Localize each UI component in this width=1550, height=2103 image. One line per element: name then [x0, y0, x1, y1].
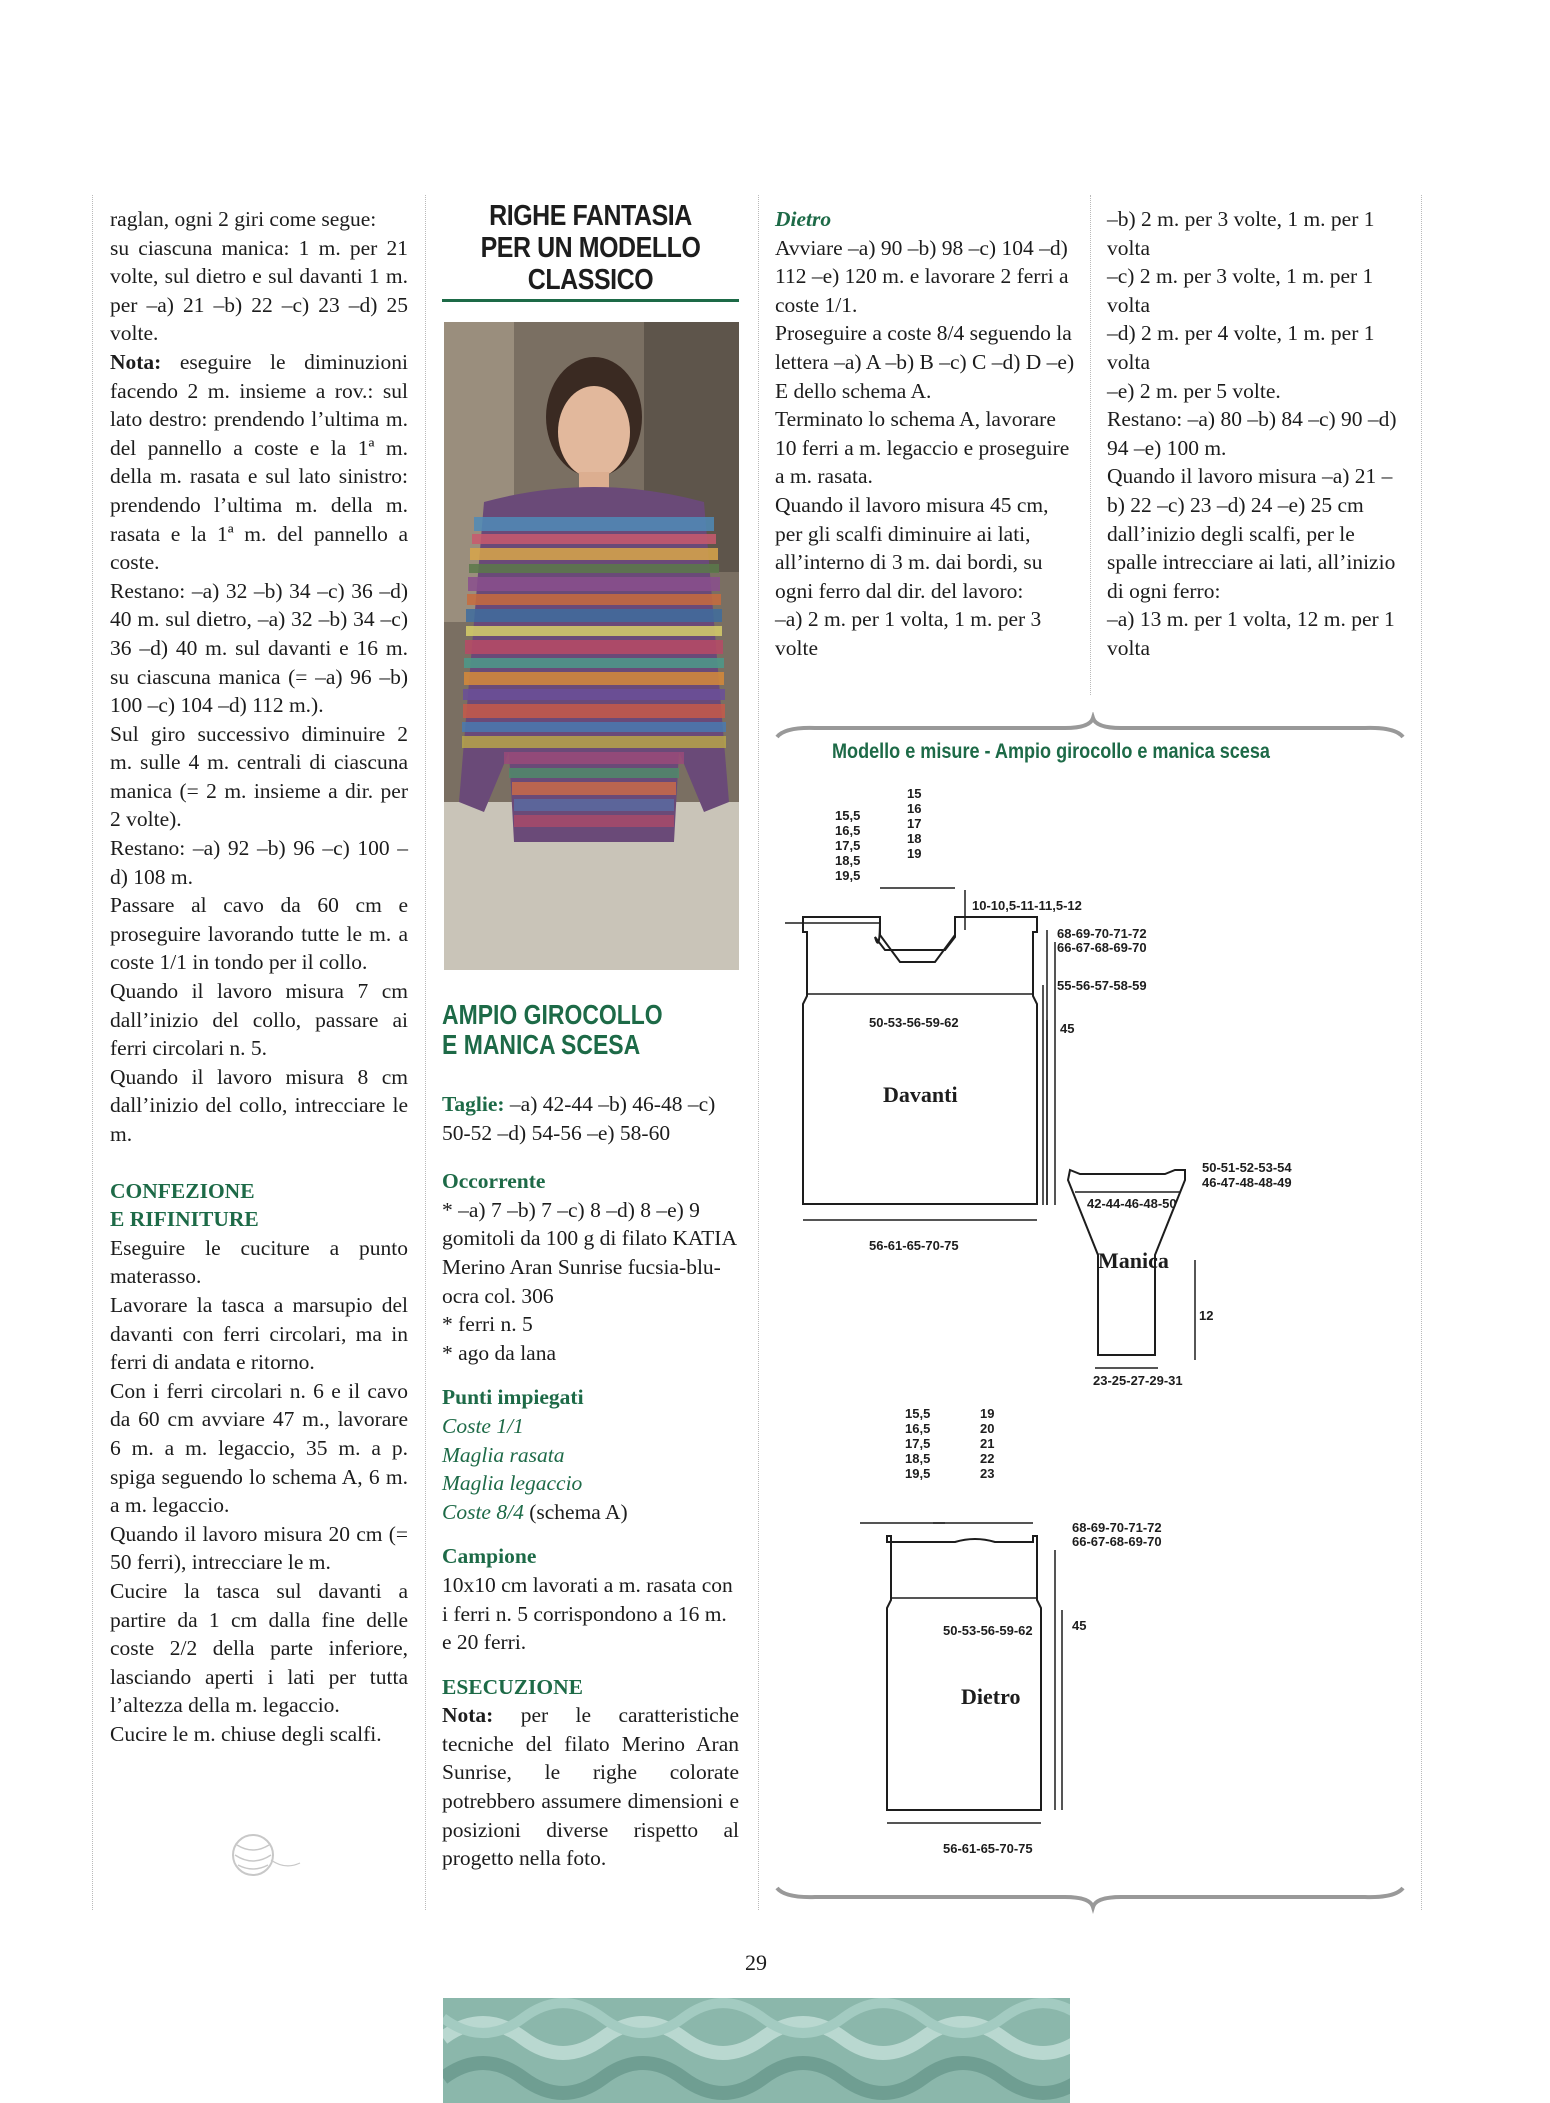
paragraph: Restano: –a) 80 –b) 84 –c) 90 –d) 94 –e) 100 m. [1107, 407, 1397, 460]
front-shoulder-label: 18,5 [835, 853, 861, 868]
model-photo [444, 322, 739, 970]
sleeve-top-label: 50-51-52-53-54 [1202, 1160, 1292, 1175]
paragraph: Con i ferri circolari n. 6 e il cavo da 60 cm avviare 47 m., lavorare 6 m. a m. legaccio, 35 m. a p. spiga seguendo lo schema A, 6 m. a m. legaccio. [110, 1378, 408, 1518]
subtitle-line: AMPIO GIROCOLLO [442, 999, 663, 1030]
front-shoulder-label: 19,5 [835, 868, 861, 883]
column-1 [110, 205, 408, 1748]
paragraph: –b) 2 m. per 3 volte, 1 m. per 1 volta [1107, 207, 1375, 260]
back-shoulder-label: 16,5 [905, 1421, 931, 1436]
paragraph: Proseguire a coste 8/4 seguendo la lettera –a) A –b) B –c) C –d) D –e) E dello schema A. [775, 321, 1075, 403]
section-heading: Punti impiegati [442, 1385, 584, 1410]
list-item: * ferri n. 5 [442, 1312, 533, 1337]
paragraph: raglan, ogni 2 giri come segue: [110, 207, 377, 231]
paragraph: Quando il lavoro misura 8 cm dall’inizio del collo, intrecciare le m. [110, 1064, 408, 1146]
paragraph: Passare al cavo da 60 cm e proseguire lavorando tutte le m. a coste 1/1 in tondo per il collo. [110, 893, 408, 975]
nota-text: eseguire le diminuzioni facendo 2 m. insieme a rov.: sul lato destro: prendendo l’ultima m. del pannello a coste e la 1ª m. della m. rasata e sul lato sinistro: prendendo l’ultima m. della m. rasata e la 1ª m. del pannello a coste. [110, 349, 408, 575]
paragraph: Cucire le m. chiuse degli scalfi. [110, 1721, 382, 1746]
knit-texture-image [443, 1998, 1070, 2103]
paragraph: Terminato lo schema A, lavorare 10 ferri a m. legaccio e proseguire a m. rasata. [775, 407, 1070, 489]
title-line: CLASSICO [527, 264, 654, 296]
front-neck-depth: 10-10,5-11-11,5-12 [972, 898, 1082, 913]
title-line: PER UN MODELLO [480, 232, 701, 264]
front-shoulder-label: 16,5 [835, 823, 861, 838]
paragraph: –d) 2 m. per 4 volte, 1 m. per 1 volta [1107, 321, 1375, 374]
sleeve-cuff-height: 12 [1199, 1308, 1214, 1323]
column-2-text [442, 1000, 739, 1873]
sleeve-piece [1068, 1160, 1292, 1388]
back-label: Dietro [961, 1684, 1021, 1709]
paragraph: –c) 2 m. per 3 volte, 1 m. per 1 volta [1107, 264, 1374, 317]
spacer [442, 1147, 739, 1167]
front-neck-label: 16 [907, 801, 922, 816]
column-rule [92, 195, 93, 1910]
front-bust-label: 50-53-56-59-62 [869, 1015, 959, 1030]
section-heading: Dietro [775, 207, 832, 231]
paragraph: –a) 2 m. per 1 volta, 1 m. per 3 volte [775, 607, 1042, 660]
pattern-title [442, 1000, 686, 1060]
front-piece [785, 786, 1147, 1253]
back-shoulder-label: 17,5 [905, 1436, 931, 1451]
paragraph: Quando il lavoro misura –a) 21 –b) 22 –c) 23 –d) 24 –e) 25 cm dall’inizio degli scalfi, per le spalle intrecciare ai lati, all’inizio di ogni ferro: [1107, 464, 1396, 603]
back-neck-label: 20 [980, 1421, 995, 1436]
back-shoulder-label: 18,5 [905, 1451, 931, 1466]
paragraph: –a) 13 m. per 1 volta, 12 m. per 1 volta [1107, 607, 1395, 660]
schematic-diagram [775, 780, 1415, 1880]
paragraph: su ciascuna manica: 1 m. per 21 volte, sul dietro e sul davanti 1 m. per –a) 21 –b) 22 –c) 23 –d) 25 volte. [110, 235, 408, 346]
paragraph: Eseguire le cuciture a punto materasso. [110, 1235, 408, 1289]
stitch-item: Maglia legaccio [442, 1471, 583, 1496]
back-neck-label: 19 [980, 1406, 995, 1421]
section-heading: CONFEZIONE [110, 1178, 255, 1203]
nota-text: per le caratteristiche tecniche del filato Merino Aran Sunrise, le righe colorate potrebbero assumere dimensioni e posizioni diverse rispetto al progetto nella foto. [442, 1703, 740, 1871]
back-neck-label: 21 [980, 1436, 995, 1451]
front-shoulder-label: 17,5 [835, 838, 861, 853]
column-rule [758, 195, 759, 1910]
back-shoulder-label: 19,5 [905, 1466, 931, 1481]
diagram-title: Modello e misure - Ampio girocollo e manica scesa [832, 740, 1270, 763]
spacer [110, 1149, 408, 1177]
paragraph: Cucire la tasca sul davanti a partire da 1 cm dalla fine delle coste 2/2 della parte inferiore, lasciando aperti i lati per tutta l’altezza della m. legaccio. [110, 1578, 408, 1718]
paragraph: 10x10 cm lavorati a m. rasata con i ferri n. 5 corrispondono a 16 m. e 20 ferri. [442, 1572, 733, 1655]
section-heading: Occorrente [442, 1169, 546, 1194]
nota-label: Nota: [110, 349, 162, 374]
back-height-label: 68-69-70-71-72 [1072, 1520, 1162, 1535]
front-length-label: 45 [1060, 1021, 1075, 1036]
paragraph: Restano: –a) 92 –b) 96 –c) 100 –d) 108 m. [110, 836, 408, 889]
back-neck-label: 22 [980, 1451, 995, 1466]
taglie-text: –a) 42-44 –b) 46-48 –c) 50-52 –d) 54-56 –e) 58-60 [442, 1092, 716, 1145]
sleeve-cuff-label: 23-25-27-29-31 [1093, 1373, 1183, 1388]
spacer [442, 1367, 739, 1383]
stitch-name: Coste 8/4 [442, 1499, 524, 1524]
front-armhole-label: 55-56-57-58-59 [1057, 978, 1147, 993]
front-height-label: 66-67-68-69-70 [1057, 940, 1147, 955]
title-line: RIGHE FANTASIA [489, 200, 692, 232]
paragraph: Sul giro successivo diminuire 2 m. sulle 4 m. centrali di ciascuna manica (= 2 m. insieme a dir. per 2 volte). [110, 721, 408, 832]
section-heading: ESECUZIONE [442, 1674, 583, 1699]
spacer [442, 1526, 739, 1542]
paragraph: Quando il lavoro misura 7 cm dall’inizio del collo, passare ai ferri circolari n. 5. [110, 979, 408, 1061]
column-3 [775, 205, 1075, 663]
column-2 [442, 200, 739, 302]
back-bust-label: 50-53-56-59-62 [943, 1623, 1033, 1638]
column-rule [1090, 195, 1091, 695]
list-item: * –a) 7 –b) 7 –c) 8 –d) 8 –e) 9 gomitoli da 100 g di filato KATIA Merino Aran Sunrise fucsia-blu-ocra col. 306 [442, 1197, 736, 1308]
stitch-item: Coste 1/1 [442, 1413, 524, 1438]
back-shoulder-label: 15,5 [905, 1406, 931, 1421]
column-4 [1107, 205, 1409, 663]
diagram-frame-bottom [775, 1880, 1405, 1920]
column-rule [1421, 195, 1422, 1910]
paragraph [442, 1701, 739, 1873]
sleeve-width-label: 42-44-46-48-50 [1087, 1196, 1177, 1211]
paragraph: –e) 2 m. per 5 volte. [1107, 378, 1281, 403]
back-hem-label: 56-61-65-70-75 [943, 1841, 1033, 1856]
back-piece [860, 1406, 1162, 1856]
front-height-label: 68-69-70-71-72 [1057, 926, 1147, 941]
front-neck-label: 19 [907, 846, 922, 861]
back-height-label: 66-67-68-69-70 [1072, 1534, 1162, 1549]
spacer [442, 1060, 739, 1090]
front-shoulder-label: 15,5 [835, 808, 861, 823]
title-underline [442, 299, 739, 302]
back-length-label: 45 [1072, 1618, 1087, 1633]
front-label: Davanti [883, 1082, 958, 1107]
paragraph: Avviare –a) 90 –b) 98 –c) 104 –d) 112 –e) 120 m. e lavorare 2 ferri a coste 1/1. [775, 235, 1069, 317]
article-title [463, 200, 718, 296]
sleeve-top-label: 46-47-48-48-49 [1202, 1175, 1292, 1190]
back-neck-label: 23 [980, 1466, 995, 1481]
yarn-ball-logo [205, 1825, 305, 1885]
spacer [442, 1657, 739, 1673]
paragraph: Lavorare la tasca a marsupio del davanti con ferri circolari, ma in ferri di andata e ritorno. [110, 1292, 408, 1375]
paragraph: Quando il lavoro misura 20 cm (= 50 ferri), intrecciare le m. [110, 1521, 408, 1575]
paragraph [110, 348, 408, 577]
paragraph: Quando il lavoro misura 45 cm, per gli scalfi diminuire ai lati, all’interno di 3 m. dai bordi, su ogni ferro dal dir. del lavoro: [775, 492, 1049, 603]
sleeve-label: Manica [1098, 1248, 1169, 1273]
front-neck-label: 17 [907, 816, 922, 831]
page-number: 29 [745, 1950, 767, 1975]
front-neck-label: 15 [907, 786, 922, 801]
section-heading: Campione [442, 1544, 537, 1569]
stitch-item: Maglia rasata [442, 1442, 565, 1467]
paragraph: Restano: –a) 32 –b) 34 –c) 36 –d) 40 m. sul dietro, –a) 32 –b) 34 –c) 36 –d) 40 m. sul davanti e 16 m. su ciascuna manica (= –a) 96 –b) 100 –c) 104 –d) 112 m.). [110, 578, 408, 718]
subtitle-line: E MANICA SCESA [442, 1029, 641, 1060]
section-heading: E RIFINITURE [110, 1207, 259, 1232]
knit-texture-illustration [443, 1998, 1070, 2103]
stitch-suffix: (schema A) [529, 1499, 628, 1524]
list-item: * ago da lana [442, 1340, 557, 1365]
photo-illustration [444, 322, 739, 970]
column-rule [425, 195, 426, 1910]
stitch-item [442, 1498, 739, 1527]
front-neck-label: 18 [907, 831, 922, 846]
taglie [442, 1090, 739, 1147]
taglie-label: Taglie: [442, 1092, 505, 1116]
nota-label: Nota: [442, 1703, 494, 1728]
front-hem-label: 56-61-65-70-75 [869, 1238, 959, 1253]
